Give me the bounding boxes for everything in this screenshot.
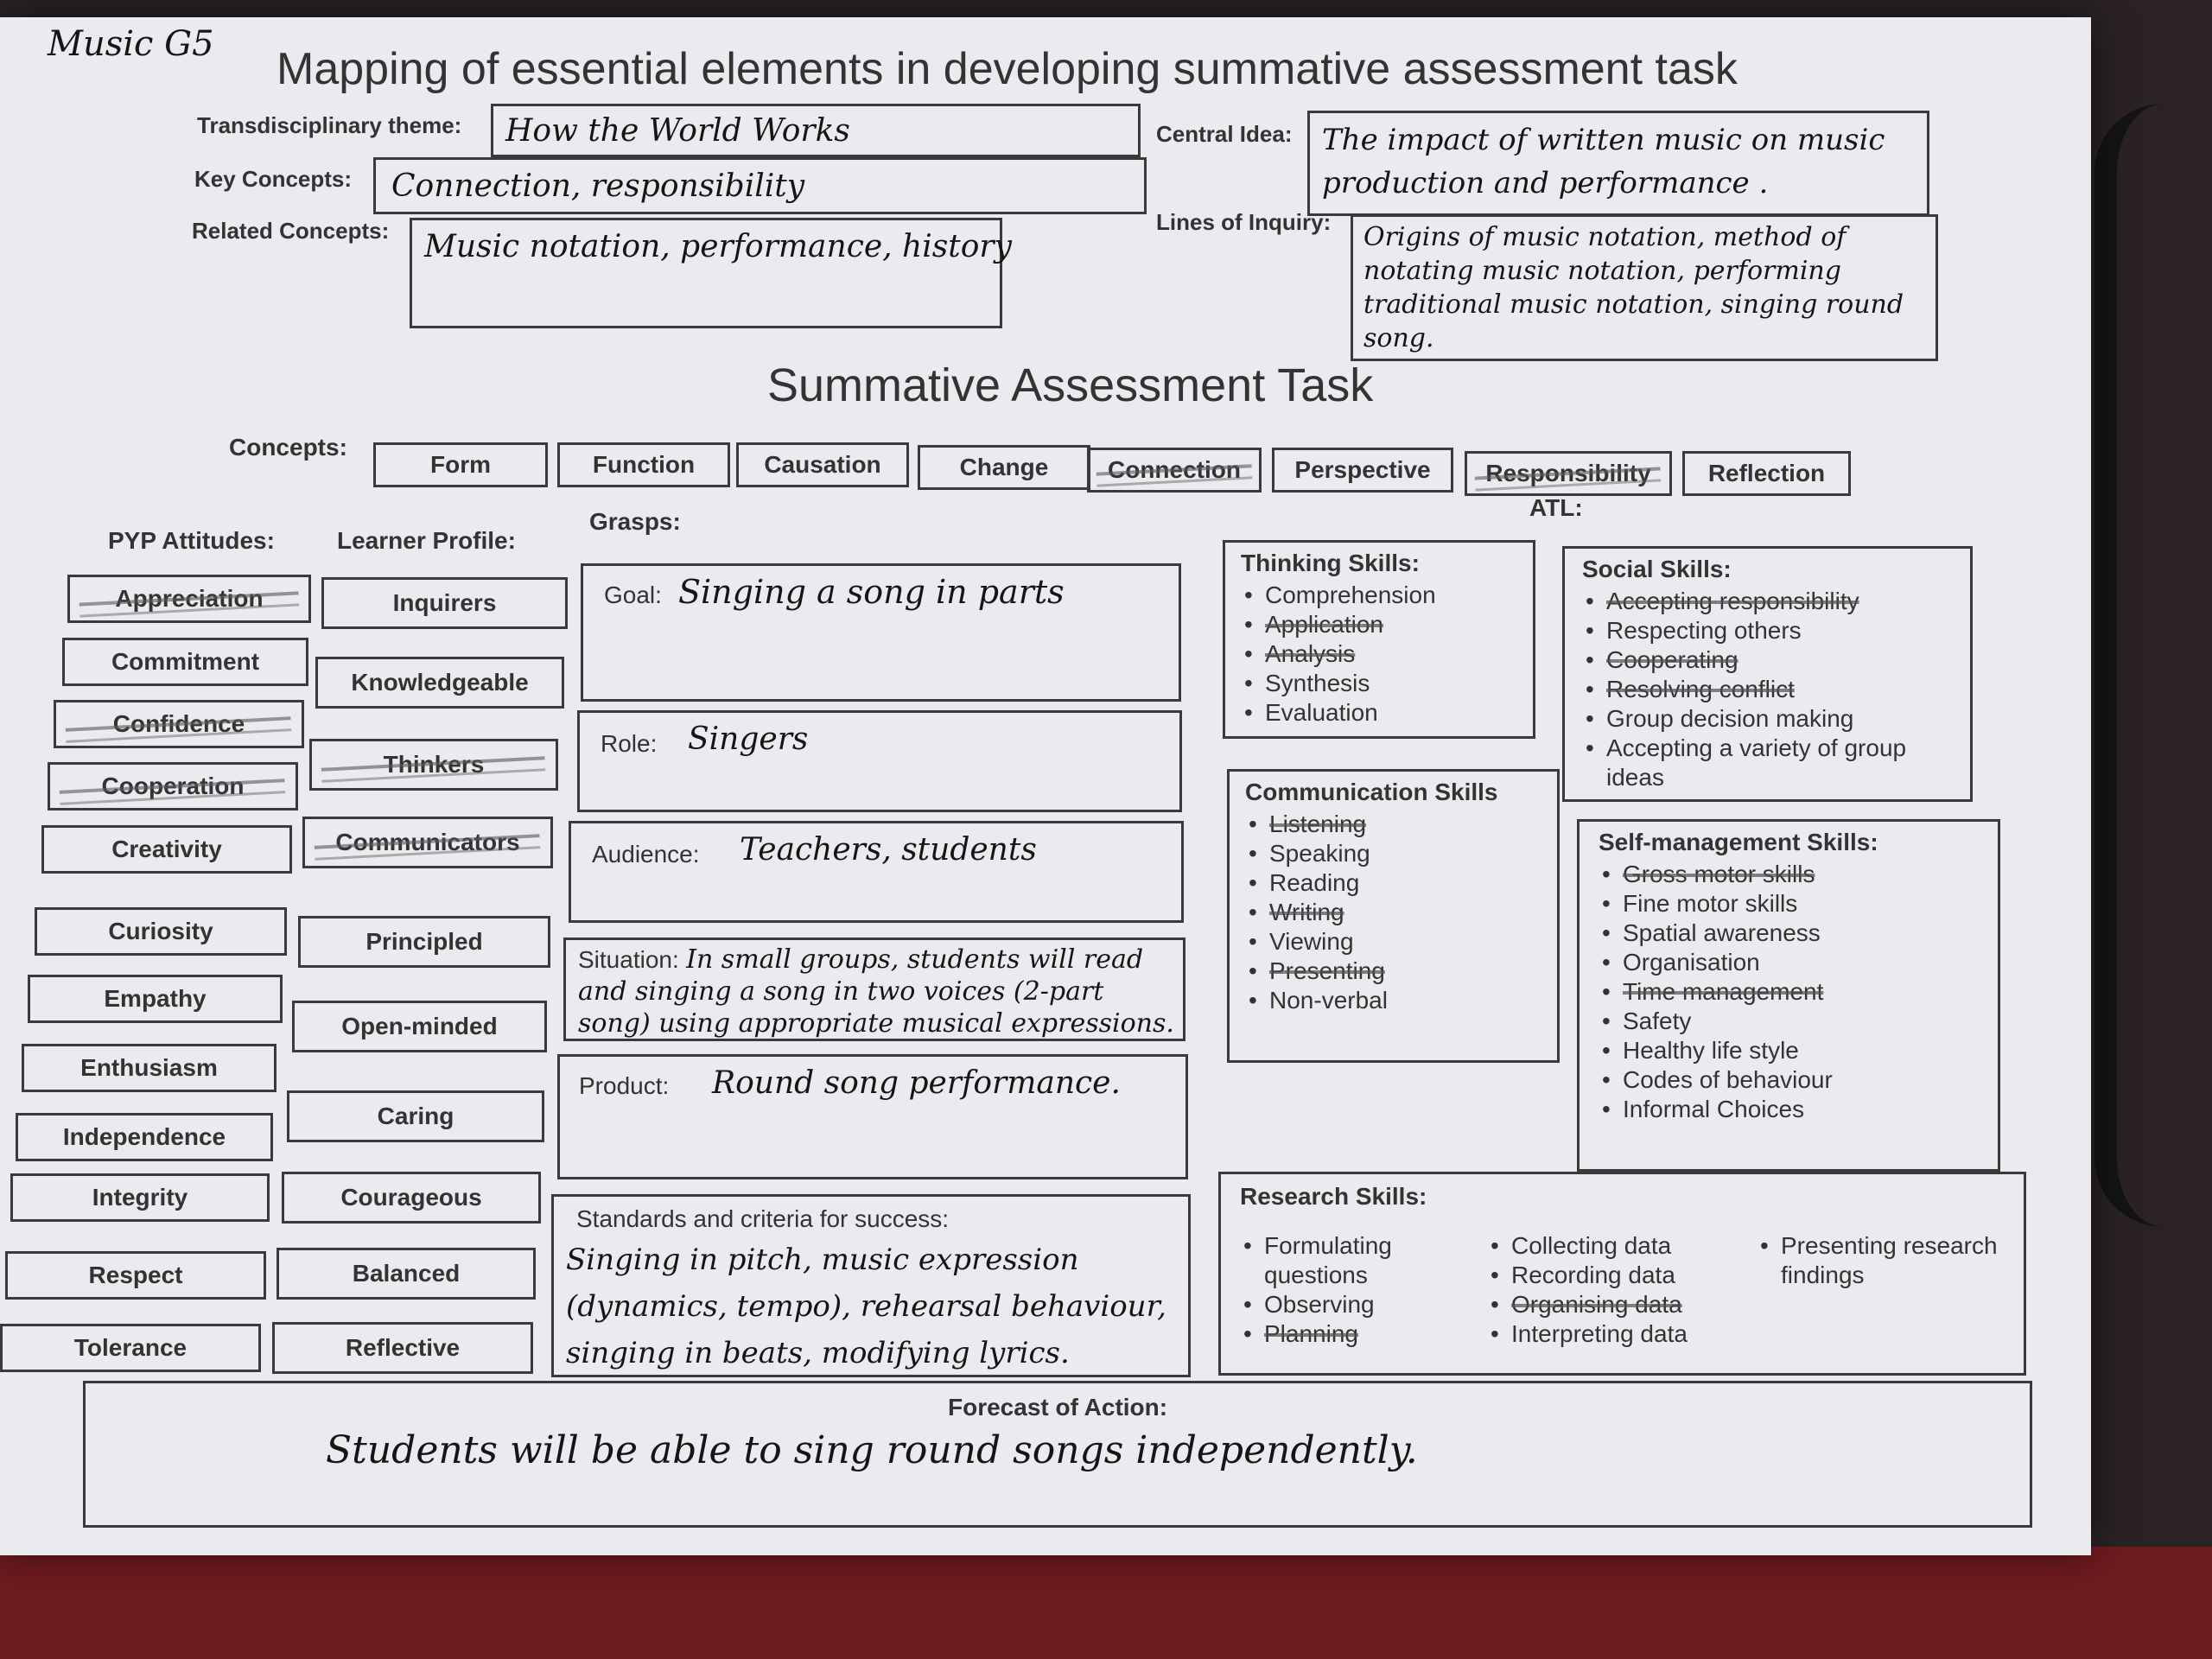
lines-of-inquiry-field[interactable] (1351, 214, 1938, 361)
self-management-skill-organisation[interactable]: • Organisation (1599, 948, 1878, 977)
pyp-attitude-tolerance[interactable]: Tolerance (0, 1324, 261, 1372)
pyp-attitude-independence[interactable]: Independence (16, 1113, 273, 1161)
standards-label: Standards and criteria for success: (576, 1205, 950, 1232)
learner-profile-inquirers[interactable]: Inquirers (321, 577, 568, 629)
thinking-skills-box (1223, 540, 1535, 739)
research-skill-interpreting-data[interactable]: • Interpreting data (1487, 1319, 1688, 1349)
corner-note: Music G5 (48, 24, 214, 64)
learner-profile-caring[interactable]: Caring (287, 1090, 544, 1142)
thinking-skill-evaluation[interactable]: • Evaluation (1241, 698, 1436, 728)
research-skills-col-3 (1757, 1231, 1999, 1290)
research-skill-observing[interactable]: • Observing (1240, 1290, 1421, 1319)
pyp-attitude-respect[interactable]: Respect (5, 1251, 266, 1300)
research-skill-collecting-data[interactable]: • Collecting data (1487, 1231, 1688, 1261)
related-concepts-field[interactable] (410, 218, 1012, 328)
self-management-skill-informal-choices[interactable]: • Informal Choices (1599, 1095, 1878, 1124)
research-skills-box (1218, 1172, 2026, 1376)
learner-profile-balanced[interactable]: Balanced (276, 1248, 536, 1300)
thinking-skill-application[interactable]: • Application (1241, 610, 1436, 639)
learner-profile-knowledgeable[interactable]: Knowledgeable (315, 657, 564, 709)
pyp-attitude-empathy[interactable]: Empathy (28, 975, 283, 1023)
learner-profile-courageous[interactable]: Courageous (282, 1172, 541, 1224)
research-skill-recording-data[interactable]: • Recording data (1487, 1261, 1688, 1290)
central-idea-value: The impact of written music on music production and performance . (1322, 123, 1885, 200)
section-title: Summative Assessment Task (767, 359, 1374, 411)
concept-perspective[interactable]: Perspective (1272, 448, 1453, 493)
concept-connection[interactable]: Connection (1087, 448, 1262, 493)
key-concepts-label: Key Concepts: (194, 166, 353, 192)
lines-of-inquiry-label: Lines of Inquiry: (1156, 209, 1332, 235)
self-management-skill-gross-motor-skills[interactable]: • Gross motor skills (1599, 860, 1878, 889)
pyp-attitude-curiosity[interactable]: Curiosity (35, 907, 287, 956)
product-box[interactable] (557, 1054, 1188, 1179)
self-management-skill-time-management[interactable]: • Time management (1599, 977, 1878, 1007)
page-title: Mapping of essential elements in developing summative assessment task (276, 44, 1738, 94)
related-concepts-value: Music notation, performance, history (424, 229, 1012, 264)
cable (2094, 104, 2212, 1227)
thinking-skill-synthesis[interactable]: • Synthesis (1241, 669, 1436, 698)
standards-value: Singing in pitch, music expression (dynamics, tempo), rehearsal behaviour, singing in beats, modifying lyrics. (566, 1243, 1166, 1370)
pyp-attitude-cooperation[interactable]: Cooperation (48, 762, 298, 810)
social-skills-title: Social Skills: (1582, 556, 1732, 582)
communication-skill-writing[interactable]: • Writing (1245, 898, 1498, 927)
learner-profile-open-minded[interactable]: Open-minded (292, 1001, 547, 1052)
thinking-skills-list (1241, 581, 1436, 728)
concept-causation[interactable]: Causation (736, 442, 909, 487)
role-label: Role: (601, 730, 658, 757)
communication-skills-list (1245, 810, 1498, 1015)
situation-label: Situation: (578, 946, 679, 973)
social-skills-list (1582, 587, 1945, 792)
central-idea-field[interactable] (1307, 111, 1929, 216)
concept-responsibility[interactable]: Responsibility (1465, 451, 1672, 496)
self-management-skills-box (1577, 819, 2000, 1172)
forecast-box[interactable] (83, 1381, 2032, 1528)
role-box[interactable] (577, 710, 1182, 812)
self-management-skill-fine-motor-skills[interactable]: • Fine motor skills (1599, 889, 1878, 918)
research-skills-col-1 (1240, 1231, 1421, 1349)
situation-value: In small groups, students will read and singing a song in two voices (2-part song) using appropriate musical expressions. (578, 944, 1174, 1039)
atl-label: ATL: (1529, 494, 1583, 521)
key-concepts-value: Connection, responsibility (391, 168, 805, 204)
research-skills-col-2 (1487, 1231, 1688, 1349)
goal-box[interactable] (581, 563, 1181, 702)
social-skill-accepting-responsibility[interactable]: • Accepting responsibility (1582, 587, 1945, 616)
social-skills-box (1562, 546, 1973, 802)
situation-box[interactable] (563, 938, 1185, 1041)
transdisciplinary-theme-value: How the World Works (505, 113, 850, 149)
self-management-skill-safety[interactable]: • Safety (1599, 1007, 1878, 1036)
learner-profile-label: Learner Profile: (337, 527, 516, 554)
social-skill-respecting-others[interactable]: • Respecting others (1582, 616, 1945, 645)
transdisciplinary-theme-label: Transdisciplinary theme: (197, 112, 462, 138)
audience-value: Teachers, students (740, 832, 1037, 868)
communication-skill-presenting[interactable]: • Presenting (1245, 957, 1498, 986)
goal-label: Goal: (604, 582, 662, 608)
thinking-skill-analysis[interactable]: • Analysis (1241, 639, 1436, 669)
audience-box[interactable] (569, 821, 1184, 923)
key-concepts-field[interactable] (373, 157, 1147, 214)
social-skill-resolving-conflict[interactable]: • Resolving conflict (1582, 675, 1945, 704)
product-value: Round song performance. (712, 1065, 1121, 1101)
communication-skill-listening[interactable]: • Listening (1245, 810, 1498, 839)
communication-skills-box (1227, 769, 1560, 1063)
concept-change[interactable]: Change (918, 445, 1090, 490)
research-skill-formulating-questions[interactable]: • Formulating questions (1240, 1231, 1421, 1290)
forecast-value: Students will be able to sing round songs independently. (326, 1428, 1418, 1472)
goal-value: Singing a song in parts (678, 573, 1065, 611)
social-skill-cooperating[interactable]: • Cooperating (1582, 645, 1945, 675)
concept-form[interactable]: Form (373, 442, 548, 487)
communication-skill-reading[interactable]: • Reading (1245, 868, 1498, 898)
standards-box[interactable] (551, 1194, 1191, 1377)
audience-label: Audience: (592, 841, 700, 868)
self-management-skills-list (1599, 860, 1878, 1124)
pyp-attitude-creativity[interactable]: Creativity (41, 825, 292, 874)
concept-function[interactable]: Function (557, 442, 730, 487)
self-management-skill-codes-of-behaviour[interactable]: • Codes of behaviour (1599, 1065, 1878, 1095)
self-management-skill-spatial-awareness[interactable]: • Spatial awareness (1599, 918, 1878, 948)
pyp-attitude-integrity[interactable]: Integrity (10, 1173, 270, 1222)
pyp-attitude-commitment[interactable]: Commitment (62, 638, 308, 686)
research-skills-title: Research Skills: (1240, 1183, 1427, 1210)
learner-profile-principled[interactable]: Principled (298, 916, 550, 968)
pyp-attitude-appreciation[interactable]: Appreciation (67, 575, 311, 623)
self-management-skills-title: Self-management Skills: (1599, 829, 1878, 855)
learner-profile-reflective[interactable]: Reflective (272, 1322, 533, 1374)
role-value: Singers (688, 721, 809, 757)
learner-profile-thinkers[interactable]: Thinkers (309, 739, 558, 791)
thinking-skill-comprehension[interactable]: • Comprehension (1241, 581, 1436, 610)
central-idea-label: Central Idea: (1156, 121, 1293, 147)
communication-skills-title: Communication Skills (1245, 779, 1498, 805)
communication-skill-viewing[interactable]: • Viewing (1245, 927, 1498, 957)
related-concepts-label: Related Concepts: (192, 218, 390, 244)
social-skill-group-decision-making[interactable]: • Group decision making (1582, 704, 1945, 734)
table-surface (0, 1547, 2212, 1659)
research-skill-presenting-research-findings[interactable]: • Presenting research findings (1757, 1231, 1999, 1290)
concepts-label: Concepts: (229, 434, 347, 461)
worksheet (0, 17, 2091, 1555)
learner-profile-communicators[interactable]: Communicators (302, 817, 553, 868)
product-label: Product: (579, 1072, 670, 1099)
communication-skill-non-verbal[interactable]: • Non-verbal (1245, 986, 1498, 1015)
thinking-skills-title: Thinking Skills: (1241, 550, 1420, 576)
transdisciplinary-theme-field[interactable] (491, 104, 1141, 157)
pyp-attitude-confidence[interactable]: Confidence (54, 700, 304, 748)
pyp-attitude-enthusiasm[interactable]: Enthusiasm (22, 1044, 276, 1092)
pyp-attitudes-label: PYP Attitudes: (108, 527, 275, 554)
concept-reflection[interactable]: Reflection (1682, 451, 1851, 496)
forecast-label: Forecast of Action: (948, 1394, 1168, 1421)
self-management-skill-healthy-life-style[interactable]: • Healthy life style (1599, 1036, 1878, 1065)
social-skill-accepting-a-variety-of-group-ideas[interactable]: • Accepting a variety of group ideas (1582, 734, 1945, 792)
research-skill-organising-data[interactable]: • Organising data (1487, 1290, 1688, 1319)
communication-skill-speaking[interactable]: • Speaking (1245, 839, 1498, 868)
research-skill-planning[interactable]: • Planning (1240, 1319, 1421, 1349)
grasps-label: Grasps: (589, 508, 681, 535)
lines-of-inquiry-value: Origins of music notation, method of notating music notation, performing traditional music notation, singing round song. (1363, 222, 1904, 353)
